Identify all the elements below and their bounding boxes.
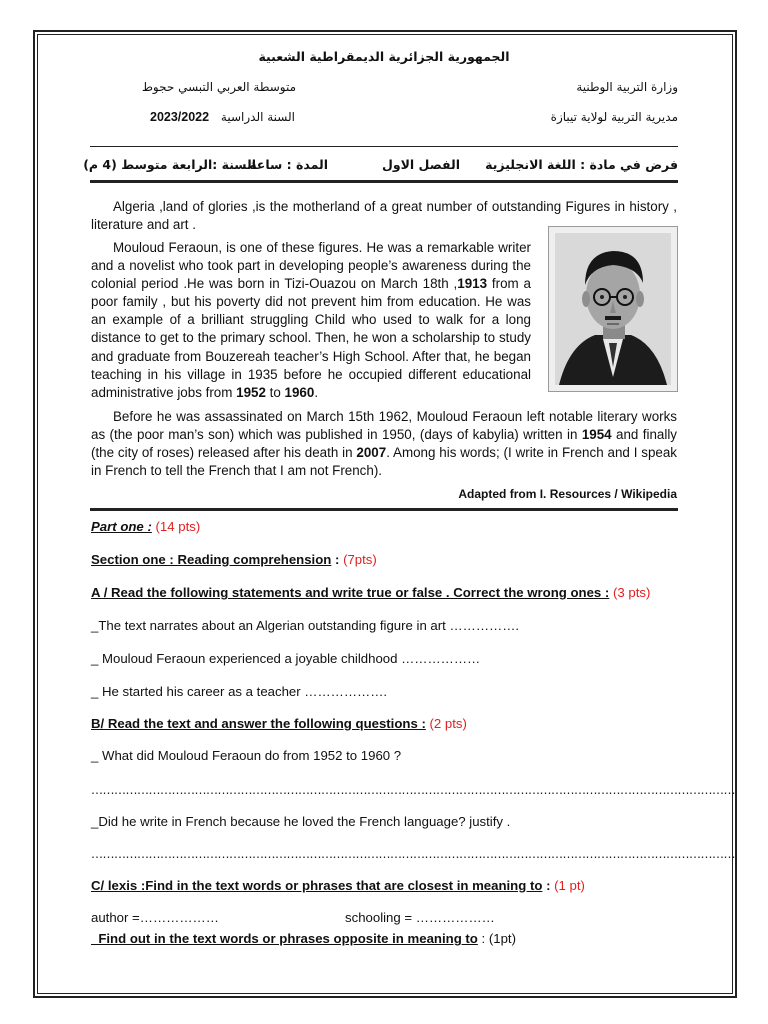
portrait-image bbox=[549, 227, 677, 391]
author-portrait-photo bbox=[548, 226, 678, 392]
answer-line-1[interactable]: …………………………………………………………………………………………………………………………………………………… bbox=[91, 783, 735, 797]
exam-level: السنة :الرابعة متوسط (4 م) bbox=[83, 157, 256, 172]
exam-duration: المدة : ساعة bbox=[249, 157, 328, 172]
ministry-label: وزارة التربية الوطنية bbox=[576, 80, 678, 94]
directorate-label: مديرية التربية لولاية تيبازة bbox=[550, 110, 678, 124]
part-one-heading: Part one : (14 pts) bbox=[91, 519, 201, 534]
text-paragraph-2: Mouloud Feraoun, is one of these figures. He was a remarkable writer and a novelist who took part in developing people’s awareness during the colonial period .He was born in Tizi-Ouazou on March 18th ,1913 from a poor family , but his poverty did not prevent him from education. He was an example of a brilliant struggling Child who used to walk for a long distance to get to the primary school. Then, he won a scholarship to study and graduate from Bouzereah teacher’s High School. After that, he began teaching in his village in 1935 before he occupied different educational administrative jobs from 1952 to 1960. bbox=[91, 240, 531, 400]
text-rule bbox=[90, 508, 678, 511]
section-one-heading: Section one : Reading comprehension : (7pts) bbox=[91, 552, 377, 567]
answer-line-2[interactable]: …………………………………………………………………………………………………………………………………………………… bbox=[91, 847, 735, 861]
task-a-statement-1: _The text narrates about an Algerian outstanding figure in art ……………. bbox=[91, 618, 520, 633]
task-a-statement-3: _ He started his career as a teacher ………………. bbox=[91, 684, 388, 699]
school-year-label: السنة الدراسية bbox=[220, 110, 295, 124]
task-b-heading: B/ Read the text and answer the following questions : (2 pts) bbox=[91, 716, 467, 731]
school-name: متوسطة العربي التبسي حجوط bbox=[141, 80, 296, 94]
task-a-heading: A / Read the following statements and write true or false . Correct the wrong ones : (3 pts) bbox=[91, 585, 651, 600]
task-c-heading: C/ lexis :Find in the text words or phrases that are closest in meaning to : (1 pt) bbox=[91, 878, 585, 893]
text-paragraph-1: Algeria ,land of glories ,is the motherland of a great number of outstanding Figures in history , literature and art . bbox=[91, 199, 677, 233]
text-paragraph-3: Before he was assassinated on March 15th 1962, Mouloud Feraoun left notable literary works as (the poor man’s son) which was published in 1950, (days of kabylia) written in 1954 and finally (the city of roses) released after his death in 2007. Among his words; (I write in French and I speak in French to tell the French that I am not French). bbox=[91, 409, 677, 479]
exam-term: الفصل الاول bbox=[381, 157, 460, 172]
header-rule-top bbox=[90, 146, 678, 147]
task-b-question-2: _Did he write in French because he loved the French language? justify . bbox=[91, 814, 511, 829]
task-a-statement-2: _ Mouloud Feraoun experienced a joyable childhood ……………… bbox=[91, 651, 481, 666]
opposites-heading: Find out in the text words or phrases opposite in meaning to : (1pt) bbox=[91, 931, 516, 946]
text-source: Adapted from I. Resources / Wikipedia bbox=[458, 487, 677, 501]
lexis-author-field[interactable]: author =……………… bbox=[91, 910, 219, 925]
header-rule-bottom bbox=[90, 180, 678, 183]
lexis-schooling-field[interactable]: schooling = ……………… bbox=[345, 910, 495, 925]
exam-title: فرض في مادة : اللغة الانجليزية bbox=[485, 157, 678, 172]
republic-title: الجمهورية الجزائرية الديمقراطية الشعبية bbox=[258, 49, 510, 64]
task-b-question-1: _ What did Mouloud Feraoun do from 1952 to 1960 ? bbox=[91, 748, 402, 763]
school-year-value: 2023/2022 bbox=[150, 110, 210, 124]
